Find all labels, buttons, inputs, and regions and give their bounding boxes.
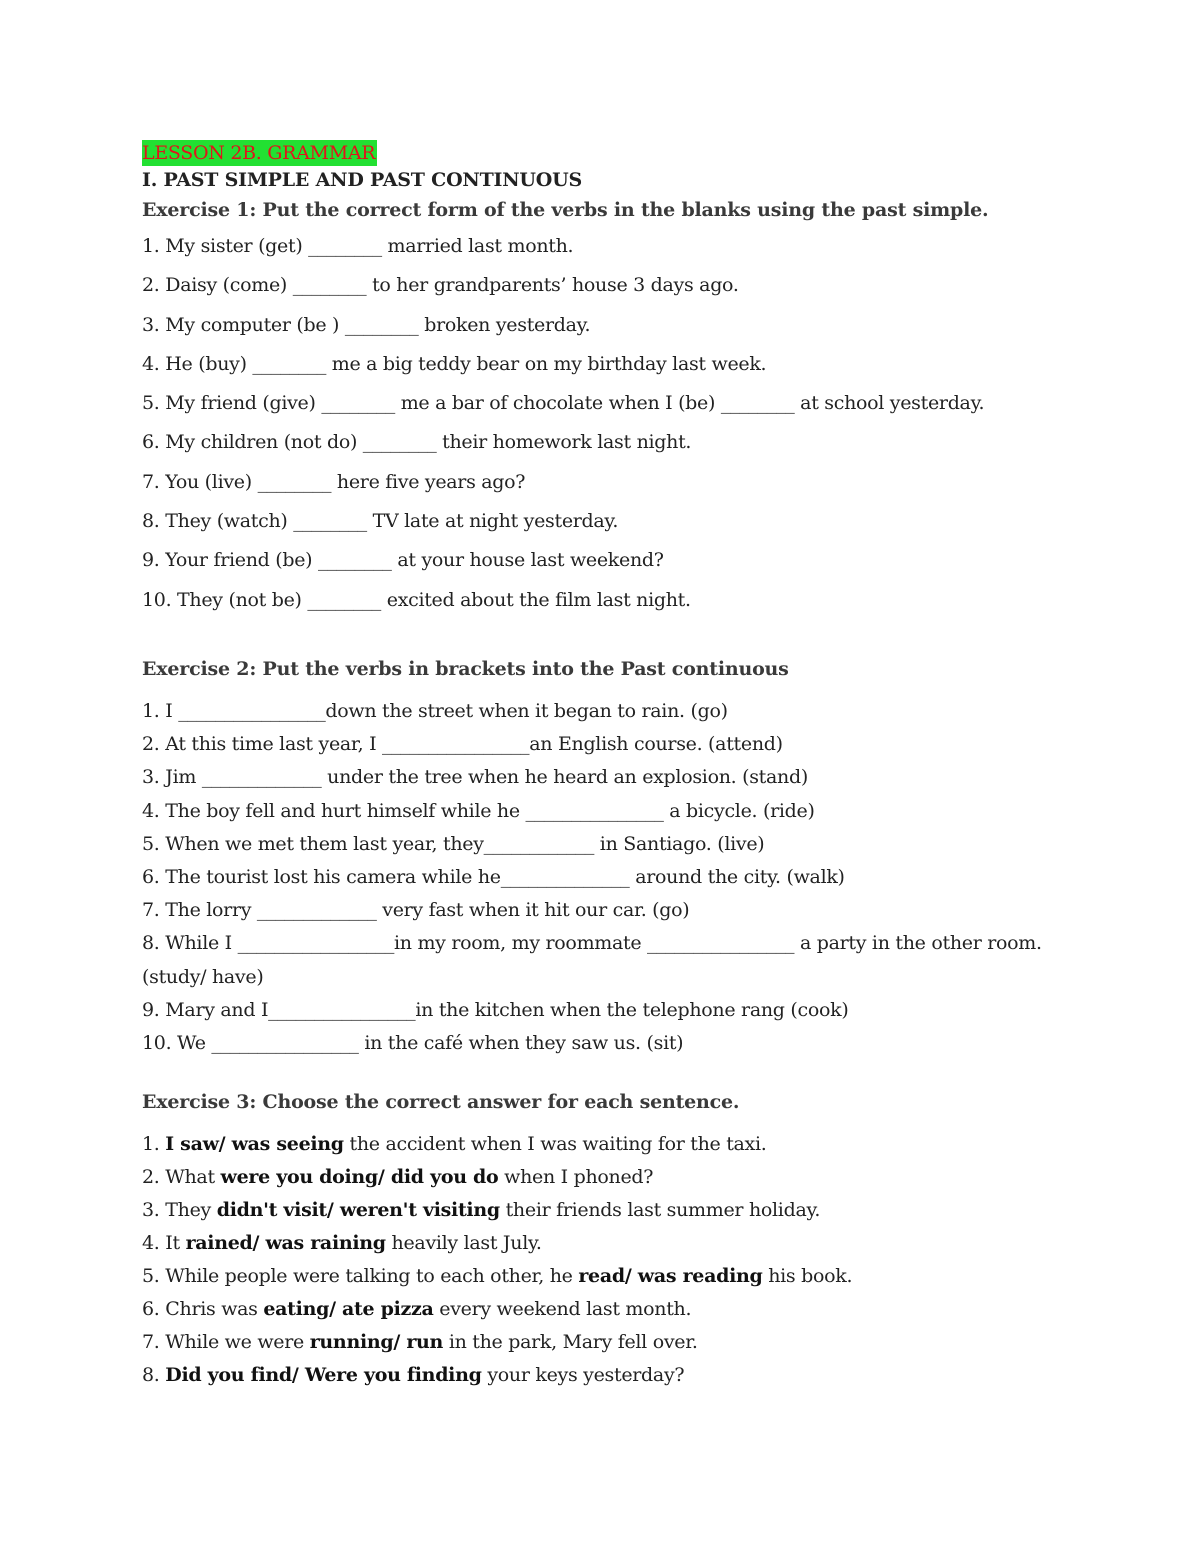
sentence-start: 5. While people were talking to each other, he [142,1265,579,1288]
worksheet-page [142,140,1082,1392]
exercise-1-item: 4. He (buy) ________ me a big teddy bear on my birthday last week. [142,352,767,375]
sentence-end: your keys yesterday? [481,1364,685,1387]
exercise-3-item [142,1194,1082,1227]
exercise-2-item: 7. The lorry _____________ very fast when it hit our car. (go) [142,899,690,922]
exercise-3-title: Exercise 3: Choose the correct answer for each sentence. [142,1091,740,1114]
exercise-1-title: Exercise 1: Put the correct form of the verbs in the blanks using the past simple. [142,199,989,221]
exercise-2-item: 8. While I _________________in my room, my roommate ________________ a party in the other room. (study/ have) [142,932,1042,988]
exercise-1-list [142,234,1082,627]
sentence-end: heavily last July. [385,1232,542,1255]
answer-options: were you doing/ did you do [220,1166,499,1189]
exercise-2-title: Exercise 2: Put the verbs in brackets into the Past continuous [142,657,789,680]
exercise-3-list [142,1128,1082,1392]
sentence-start: 3. They [142,1199,217,1222]
exercise-3-item [142,1227,1082,1260]
answer-options: read/ was reading [578,1265,763,1288]
sentence-start: 6. Chris was [142,1298,264,1321]
exercise-3-item [142,1293,1082,1326]
answer-options: didn't visit/ weren't visiting [216,1199,500,1222]
exercise-1-item: 1. My sister (get) ________ married last month. [142,235,574,257]
exercise-2-item: 4. The boy fell and hurt himself while he _______________ a bicycle. (ride) [142,799,815,822]
sentence-end: their friends last summer holiday. [499,1199,821,1222]
answer-options: I saw/ was seeing [165,1133,344,1156]
sentence-start: 1. [142,1133,166,1156]
answer-options: rained/ was raining [185,1232,386,1255]
exercise-2-item: 5. When we met them last year, they____________ in Santiago. (live) [142,832,765,855]
sentence-start: 2. What [142,1166,221,1189]
exercise-1-item: 10. They (not be) ________ excited about the film last night. [142,588,691,611]
exercise-2-list [142,695,1082,1060]
exercise-2-item: 6. The tourist lost his camera while he______________ around the city. (walk) [142,865,845,888]
exercise-2-item: 2. At this time last year, I ________________an English course. (attend) [142,733,783,756]
sentence-end: the accident when I was waiting for the taxi. [343,1133,767,1156]
exercise-3-item [142,1326,1082,1359]
sentence-start: 4. It [142,1232,186,1255]
exercise-3-item [142,1359,1082,1392]
section-title: I. PAST SIMPLE AND PAST CONTINUOUS [142,169,582,191]
sentence-start: 7. While we were [142,1331,310,1354]
sentence-end: when I phoned? [498,1166,654,1189]
exercise-1-item: 6. My children (not do) ________ their homework last night. [142,431,692,454]
exercise-2-item: 1. I ________________down the street when it began to rain. (go) [142,699,728,722]
sentence-end: in the park, Mary fell over. [443,1331,698,1354]
sentence-end: every weekend last month. [433,1298,692,1321]
exercise-2-item: 9. Mary and I________________in the kitchen when the telephone rang (cook) [142,998,849,1021]
sentence-start: 8. [142,1364,166,1387]
exercise-1-item: 5. My friend (give) ________ me a bar of chocolate when I (be) ________ at school yesterday. [142,392,985,415]
lesson-title: LESSON 2B. GRAMMAR [142,142,376,164]
exercise-1-item: 9. Your friend (be) ________ at your house last weekend? [142,549,664,572]
exercise-1-item: 2. Daisy (come) ________ to her grandparents’ house 3 days ago. [142,274,739,297]
answer-options: Did you find/ Were you finding [165,1364,482,1387]
exercise-3-item [142,1161,1082,1194]
answer-options: running/ run [309,1331,444,1354]
sentence-end: his book. [762,1265,853,1288]
exercise-3-item [142,1260,1082,1293]
exercise-1-item: 7. You (live) ________ here five years ago? [142,470,526,493]
exercise-2-item: 3. Jim _____________ under the tree when he heard an explosion. (stand) [142,766,808,789]
answer-options: eating/ ate pizza [263,1298,434,1321]
exercise-1-item: 8. They (watch) ________ TV late at night yesterday. [142,510,619,533]
exercise-3-item [142,1128,1082,1161]
exercise-2-item: 10. We ________________ in the café when they saw us. (sit) [142,1032,684,1054]
exercise-1-item: 3. My computer (be ) ________ broken yesterday. [142,313,591,336]
